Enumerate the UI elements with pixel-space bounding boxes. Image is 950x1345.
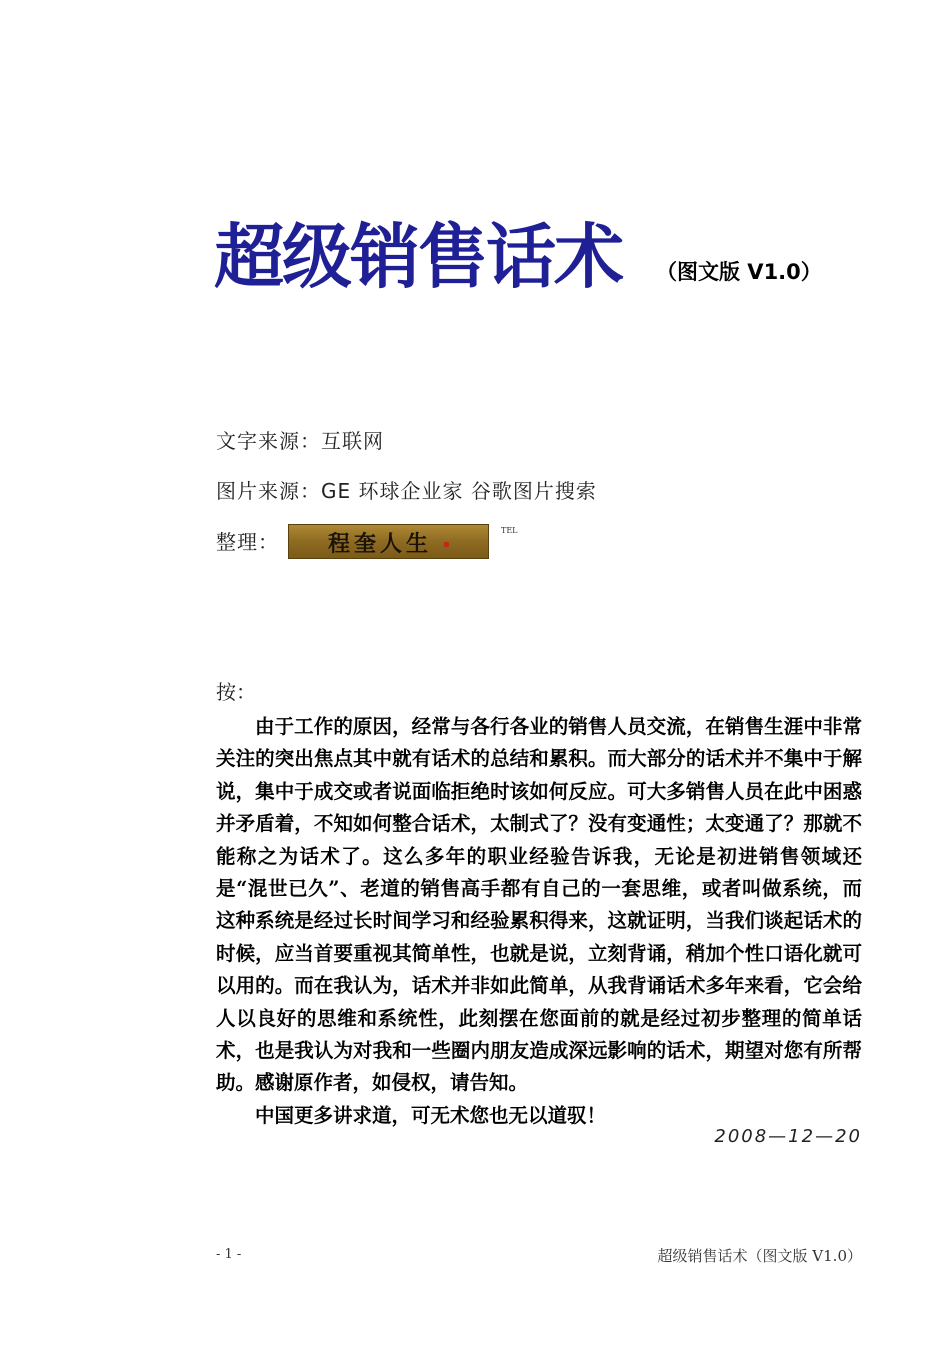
title-block xyxy=(214,212,854,302)
organizer-seal-image xyxy=(288,524,489,559)
organizer-label: 整理： xyxy=(216,530,279,554)
preface-date: 2008—12—20 xyxy=(714,1126,862,1147)
preface-label: 按： xyxy=(216,680,256,704)
seal-red-mark xyxy=(444,542,449,547)
preface-paragraph: 由于工作的原因，经常与各行各业的销售人员交流，在销售生涯中非常关注的突出焦点其中就有话术的总结和累积。而大部分的话术并不集中于解说，集中于成交或者说面临拒绝时该如何反应。可大多销售人员在此中困惑并矛盾着，不知如何整合话术，太制式了？没有变通性；太变通了？那就不能称之为话术了。这么多年的职业经验告诉我，无论是初进销售领域还是“混世已久”、老道的销售高手都有自己的一套思维，或者叫做系统，而这种系统是经过长时间学习和经验累积得来，这就证明，当我们谈起话术的时候，应当首要重视其简单性，也就是说，立刻背诵，稍加个性口语化就可以用的。而在我认为，话术并非如此简单，从我背诵话术多年来看，它会给人以良好的思维和系统性，此刻摆在您面前的就是经过初步整理的简单话术，也是我认为对我和一些圈内朋友造成深远影响的话术，期望对您有所帮助。感谢原作者，如侵权，请告知。 xyxy=(216,715,862,1095)
preface-body xyxy=(216,711,862,1132)
running-title: 超级销售话术（图文版 V1.0） xyxy=(657,1247,862,1265)
text-source: 文字来源：互联网 xyxy=(216,429,384,453)
tel-label: TEL xyxy=(501,526,518,535)
image-source: 图片来源：GE 环球企业家 谷歌图片搜索 xyxy=(216,479,597,503)
subtitle: （图文版 V1.0） xyxy=(656,260,822,284)
page-number: - 1 - xyxy=(216,1247,242,1262)
preface-paragraph: 中国更多讲求道，可无术您也无以道驭！ xyxy=(255,1103,607,1127)
main-title: 超级销售话术 xyxy=(214,216,622,298)
organizer-row xyxy=(216,524,518,560)
seal-calligraphy: 程奎人生 xyxy=(328,531,433,557)
